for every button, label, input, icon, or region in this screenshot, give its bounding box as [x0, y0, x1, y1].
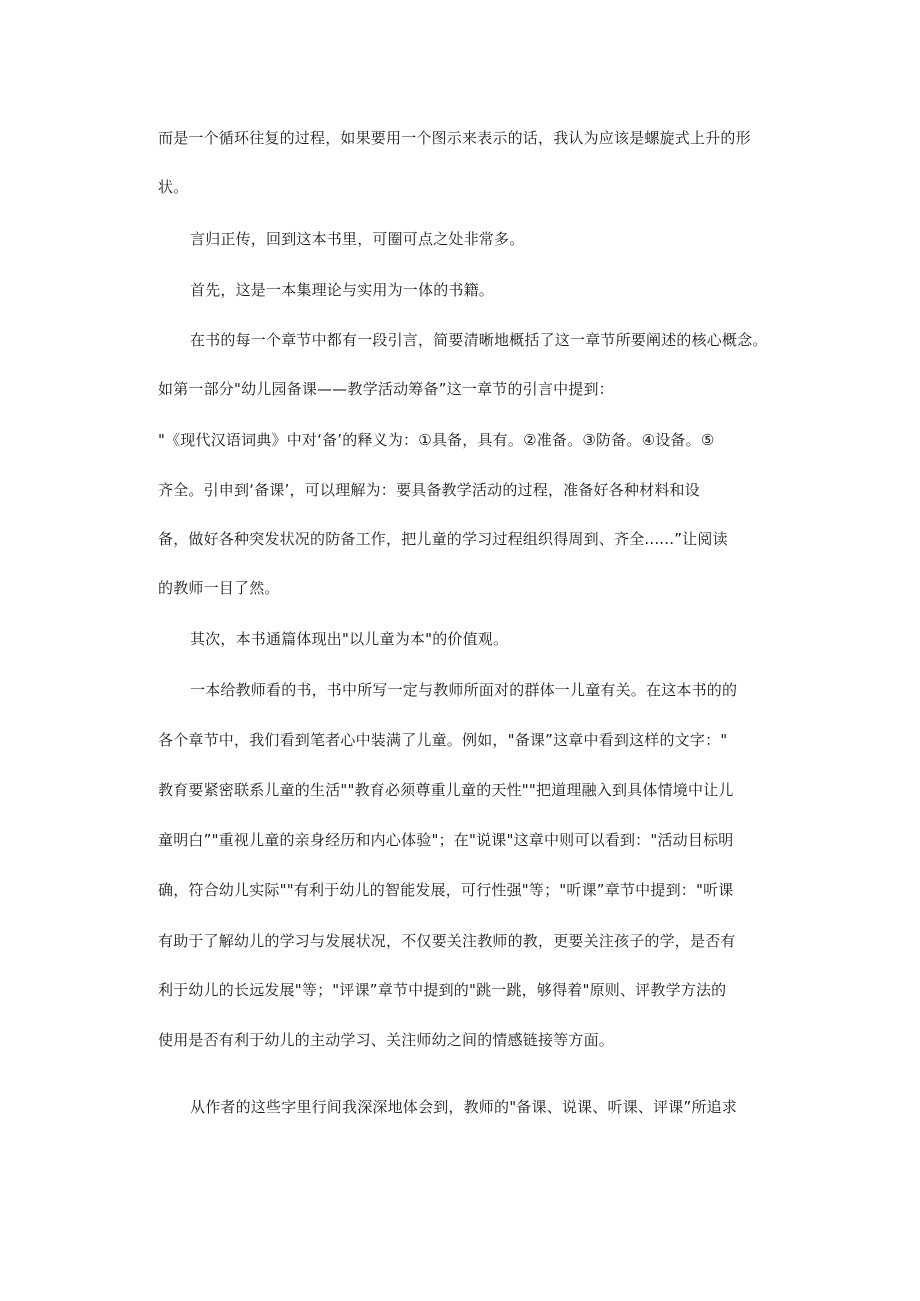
text-line-16: 确，符合幼儿实际""有利于幼儿的智能发展，可行性强"等；"听课”章节中提到："听课: [158, 881, 734, 899]
text-line-18: 利于幼儿的长远发展"等；"评课”章节中提到的"跳一跳，够得着"原则、评教学方法的: [158, 981, 727, 999]
text-line-13: 各个章节中，我们看到笔者心中装满了儿童。例如，"备课”这章中看到这样的文字：": [158, 731, 728, 749]
text-line-17: 有助于了解幼儿的学习与发展状况，不仅要关注教师的教，更要关注孩子的学，是否有: [158, 932, 736, 950]
text-line-8: 齐全。引申到‘备课’，可以理解为：要具备教学活动的过程，准备好各种材料和设: [158, 481, 700, 499]
text-line-11: 其次，本书通篇体现出"以儿童为本"的价值观。: [190, 630, 509, 648]
text-line-12: 一本给教师看的书，书中所写一定与教师所面对的群体一儿童有关。在这本书的的: [190, 681, 738, 699]
text-line-2: 状。: [158, 178, 189, 196]
text-line-9: 备，做好各种突发状况的防备工作，把儿童的学习过程组织得周到、齐全......”让阅读: [158, 530, 728, 548]
text-line-10: 的教师一目了然。: [158, 579, 280, 597]
text-line-20: 从作者的这些字里行间我深深地体会到，教师的"备课、说课、听课、评课”所追求: [190, 1098, 738, 1116]
text-line-5: 在书的每一个章节中都有一段引言，简要清晰地概括了这一章节所要阐述的核心概念。: [190, 331, 768, 349]
text-line-15: 童明白”"重视儿童的亲身经历和内心体验"；在"说课"这章中则可以看到："活动目标明: [158, 831, 734, 849]
text-line-6: 如第一部分"幼儿园备课——教学活动筹备”这一章节的引言中提到：: [158, 380, 614, 398]
text-line-19: 使用是否有利于幼儿的主动学习、关注师幼之间的情感链接等方面。: [158, 1031, 615, 1049]
text-line-7: "《现代汉语词典》中对‘备’的释义为：①具备，具有。②准备。③防备。④设备。⑤: [158, 431, 715, 449]
text-line-1: 而是一个循环往复的过程，如果要用一个图示来表示的话，我认为应该是螺旋式上升的形: [158, 129, 751, 147]
text-line-14: 教育要紧密联系儿童的生活""教育必须尊重儿童的天性""把道理融入到具体情境中让儿: [158, 781, 734, 799]
text-line-3: 言归正传，回到这本书里，可圈可点之处非常多。: [190, 230, 525, 248]
text-line-4: 首先，这是一本集理论与实用为一体的书籍。: [190, 281, 495, 299]
